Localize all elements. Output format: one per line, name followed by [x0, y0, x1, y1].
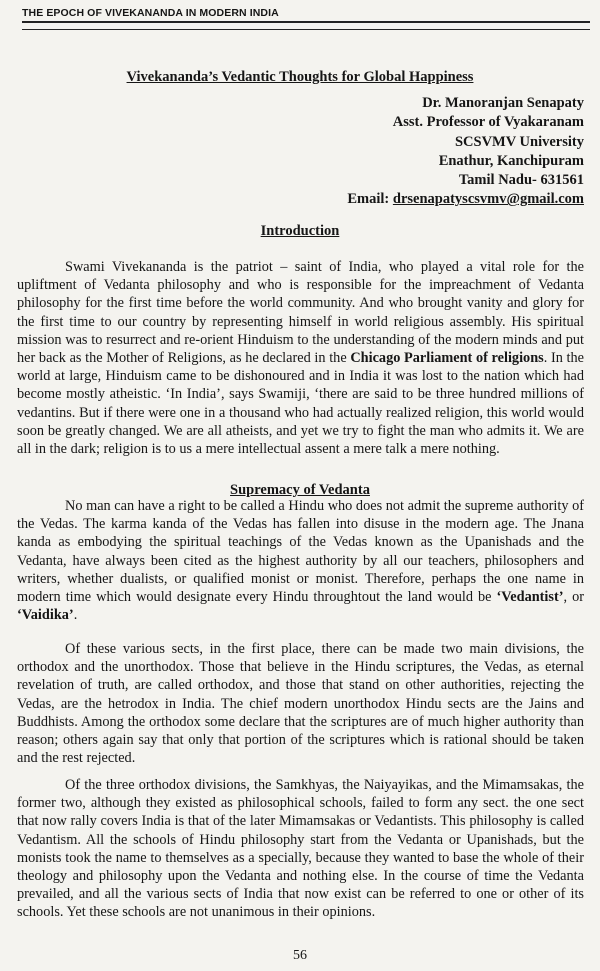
author-place: Enathur, Kanchipuram — [438, 152, 584, 169]
supremacy-paragraph-2: Of these various sects, in the first place, there can be made two main divisions, the orthodox and the unorthodox. Those that believe in the Hindu scriptures, the Vedas, as eternal revelation of truth, are called orthodox, and those that stand on other authorities, rejecting the Vedas, are the hetrodox in India. The chief modern unorthodox Hindu sects are the Jains and Buddhists. Among the orthodox some declare that the scriptures are of much higher authority than reason; others again say that only that portion of the scriptures which is rational should be taken and the rest rejected. — [17, 641, 584, 767]
email-link[interactable]: drsenapatyscsvmv@gmail.com — [392, 191, 584, 208]
author-state: Tamil Nadu- 631561 — [458, 172, 584, 189]
page-number: 56 — [293, 948, 307, 963]
author-position: Asst. Professor of Vyakaranam — [392, 114, 584, 131]
running-head: THE EPOCH OF VIVEKANANDA IN MODERN INDIA — [22, 7, 279, 19]
article-title: Vivekananda’s Vedantic Thoughts for Global Happiness — [126, 69, 474, 85]
supremacy-paragraph-1: No man can have a right to be called a Hindu who does not admit the supreme authority of the Vedas. The karma kanda of the Vedas has fallen into disuse in the modern age. The Jnana kanda as embodying the spiritual teachings of the Vedas known as the Upanishads and the Vedanta, have always been cited as the highest authority by all our teachers, philosophers and writers, whether dualists, or qualified monist or monist. Therefore, perhaps the one name in modern time which would designate every Hindu throughtout the land would be ‘Vedantist’, or ‘Vaidika’. — [17, 498, 585, 624]
introduction-heading: Introduction — [260, 223, 340, 239]
vedantist-text: ‘Vedantist’ — [496, 589, 564, 606]
email-label: Email: — [347, 191, 393, 208]
chicago-parliament-text: Chicago Parliament of religions — [350, 350, 544, 367]
author-university: SCSVMV University — [454, 133, 584, 150]
introduction-paragraph: Swami Vivekananda is the patriot – saint of India, who played a vital role for the upliftment of Vedanta philosophy and who is responsible for the impreachment of Vedanta philosophy for the first time before the world community. And who brought vanity and glory for the first time to our country by representing himself in world religious assembly. His spiritual mission was to resurrect and re-orient Hinduism to the understanding of the modern minds and put her back as the Mother of Religions, as he declared in the Chicago Parliament of religions. In the world at large, Hinduism came to be dishonoured and in India it was lost to the nation which had become mostly atheistic. ‘In India’, says Swamiji, ‘there are said to be three hundred millions of vedantins. But if there were one in a thousand who had actually realized religion, this world would soon be greatly changed. We are all atheists, and yet we try to fight the man who admits it. We are all in the dark; religion is to us a mere intellectual assent a mere talk a mere nothing. — [17, 259, 584, 458]
vaidika-text: ‘Vaidika’ — [17, 607, 74, 624]
supremacy-paragraph-3: Of the three orthodox divisions, the Samkhyas, the Naiyayikas, and the Mimamsakas, the former two, although they existed as philosophical schools, failed to form any sect. the one sect that now rally covers India is that of the later Mimamsakas or Vedantists. This philosophy is called Vedantism. All the schools of Hindu philosophy start from the Vedanta or Upanishads, but the monists took the name to themselves as a specially, because they wanted to base the whole of their theology and philosophy upon the Vedanta and nothing else. In the course of time the Vedanta prevailed, and all the various sects of India that now exist can be referred to one or other of its schools. Yet these schools are not unanimous in their opinions. — [17, 777, 584, 921]
author-email-line — [347, 190, 584, 209]
supremacy-heading: Supremacy of Vedanta — [230, 482, 370, 498]
author-block — [347, 94, 584, 210]
header-rule — [22, 21, 590, 30]
author-name: Dr. Manoranjan Senapaty — [422, 95, 584, 111]
